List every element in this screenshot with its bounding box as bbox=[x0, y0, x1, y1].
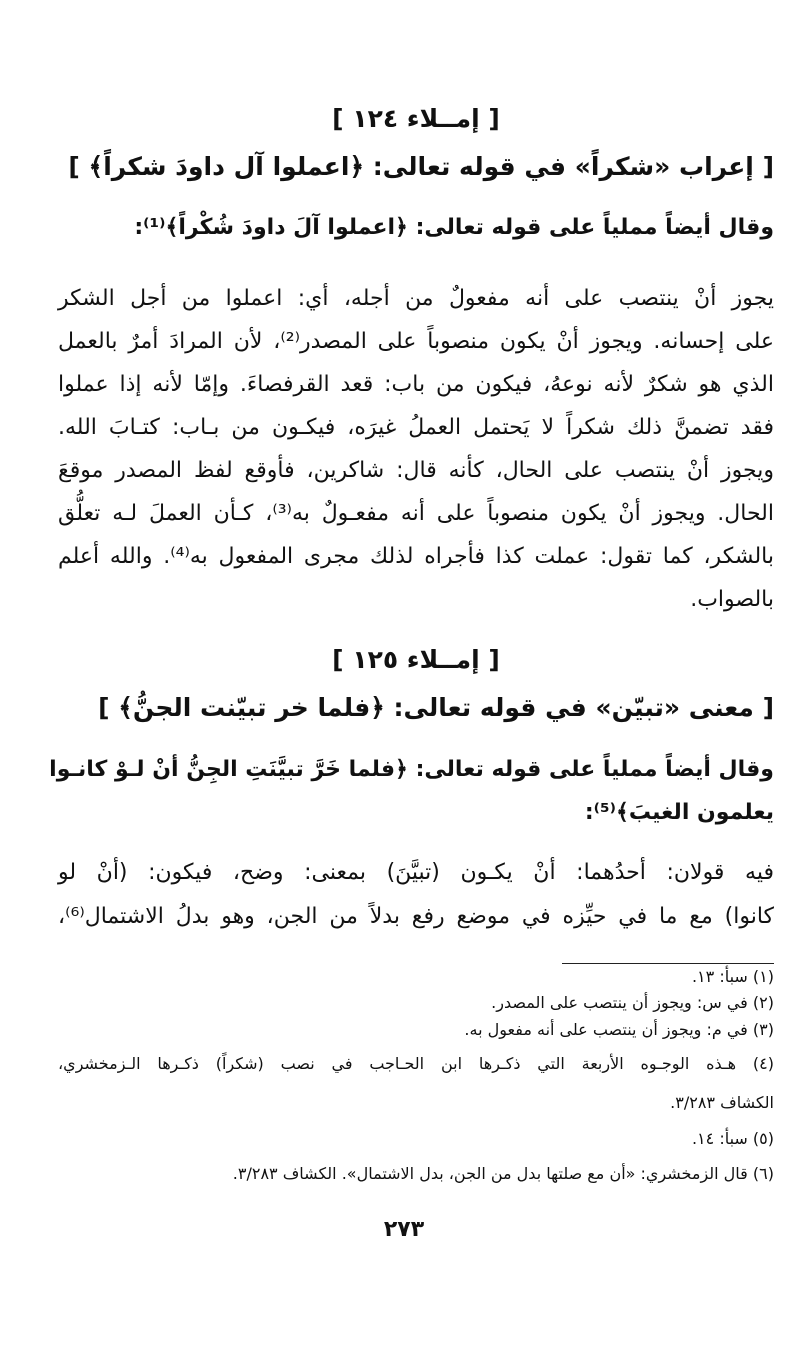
footnote: (٤) هـذه الوجـوه الأربعة التي ذكـرها ابن الحـاجب في نصب (شكراً) ذكـرها الـزمخشري، bbox=[58, 1054, 774, 1073]
section-intro-125: يعلمون الغيبَ﴾⁽⁵⁾: bbox=[584, 800, 774, 825]
paragraph-line: الذي هو شكرٌ لأنه نوعهُ، فيكون من باب: قعد القرفصاءَ. وإمّا لأنه إذا عملوا bbox=[58, 372, 774, 397]
footnote: (٢) في س: ويجوز أن ينتصب على المصدر. bbox=[491, 993, 774, 1012]
footnote: الكشاف ٣/٢٨٣. bbox=[670, 1093, 774, 1112]
footnote: (٣) في م: ويجوز أن ينتصب على أنه مفعول به. bbox=[464, 1020, 774, 1039]
section-heading-124: [ إمــلاء ١٢٤ ] bbox=[332, 104, 500, 133]
paragraph-line: ويجوز أنْ ينتصب على الحال، كأنه قال: شاكرين، فأوقع لفظ المصدر موقعَ bbox=[58, 458, 774, 483]
paragraph-line: يجوز أنْ ينتصب على أنه مفعولٌ من أجله، أي: اعملوا من أجل الشكر bbox=[58, 286, 774, 311]
paragraph-line: على إحسانه. ويجوز أنْ يكون منصوباً على المصدر⁽²⁾، لأن المرادَ أمرٌ بالعمل bbox=[58, 329, 774, 354]
paragraph-line: بالشكر، كما تقول: عملت كذا فأجراه لذلك مجرى المفعول به⁽⁴⁾. والله أعلم bbox=[58, 544, 774, 569]
footnote: (٥) سبأ: ١٤. bbox=[691, 1129, 774, 1148]
section-intro-124: وقال أيضاً مملياً على قوله تعالى: ﴿اعملوا آلَ داودَ شُكْراً﴾⁽¹⁾: bbox=[134, 215, 774, 240]
paragraph-line: بالصواب. bbox=[690, 587, 774, 612]
footnote: (٦) قال الزمخشري: «أن مع صلتها بدل من الجن، بدل الاشتمال». الكشاف ٣/٢٨٣. bbox=[232, 1164, 774, 1183]
section-heading-125: [ إمــلاء ١٢٥ ] bbox=[332, 645, 500, 674]
paragraph-line: كانوا) مع ما في حيِّزه في موضع رفع بدلاً من الجن، وهو بدلُ الاشتمال⁽⁶⁾، bbox=[58, 904, 774, 929]
paragraph-line: فقد تضمنَّ ذلك شكراً لا يَحتمل العملُ غيرَه، فيكـون من بـاب: كتـابَ الله. bbox=[58, 415, 774, 440]
paragraph-line: فيه قولان: أحدُهما: أنْ يكـون (تبيَّنَ) بمعنى: وضح، فيكون: (أنْ لو bbox=[58, 860, 774, 885]
footnote-rule bbox=[562, 963, 774, 964]
page-number: ٢٧٣ bbox=[383, 1217, 425, 1242]
section-subheading-125: [ معنى «تبيّن» في قوله تعالى: ﴿فلما خر تبيّنت الجنُّ﴾ ] bbox=[98, 693, 774, 722]
section-intro-125: وقال أيضاً مملياً على قوله تعالى: ﴿فلما خَرَّ تبيَّنَتِ الجِنُّ أنْ لـوْ كانـوا bbox=[49, 757, 774, 782]
footnote: (١) سبأ: ١٣. bbox=[691, 967, 774, 986]
section-subheading-124: [ إعراب «شكراً» في قوله تعالى: ﴿اعملوا آل داودَ شكراً﴾ ] bbox=[68, 152, 774, 181]
paragraph-line: الحال. ويجوز أنْ يكون منصوباً على أنه مفعـولٌ به⁽³⁾، كـأن العملَ لـه تعلُّق bbox=[58, 501, 774, 526]
